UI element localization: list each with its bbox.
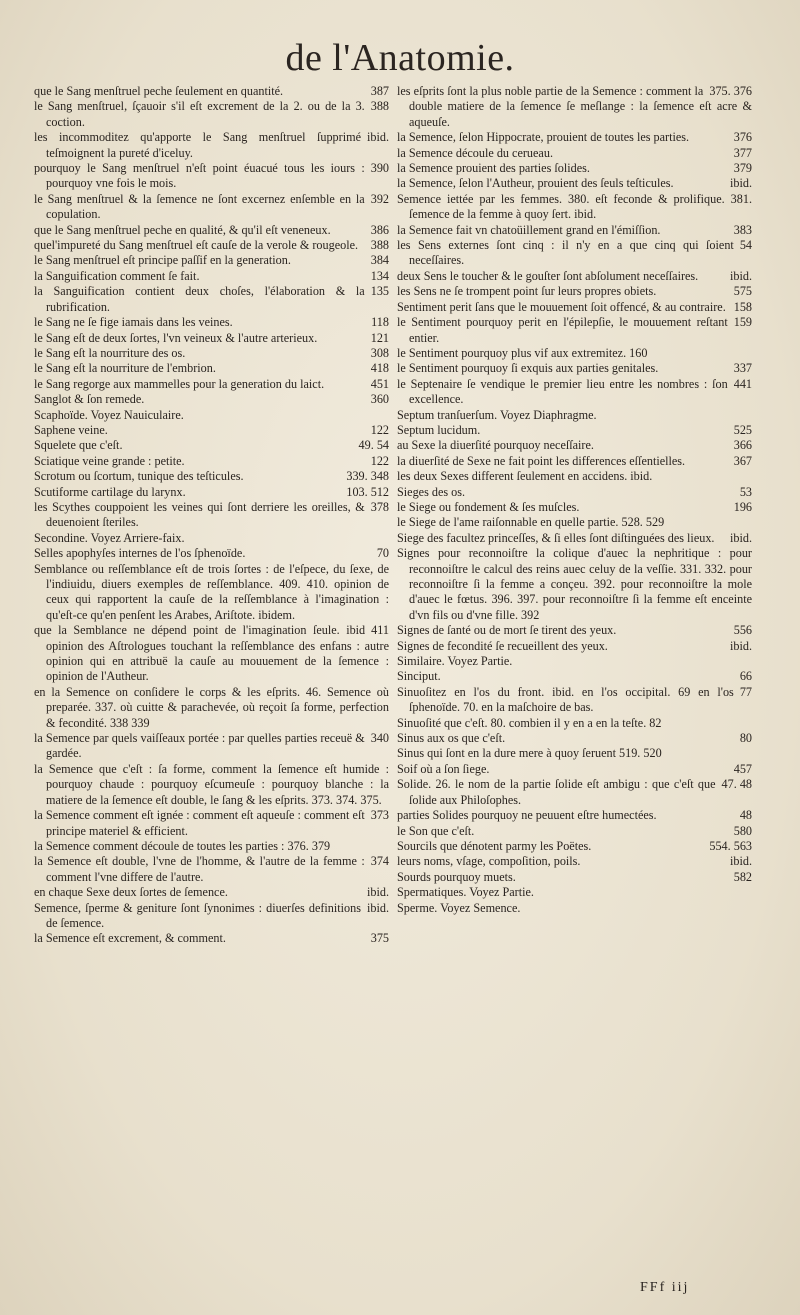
index-entry — [397, 423, 752, 438]
page-reference: 308 — [370, 345, 389, 360]
index-entry — [397, 408, 752, 423]
index-entry — [397, 485, 752, 500]
page-reference: 383 — [733, 222, 752, 237]
page-reference: 367 — [733, 453, 752, 468]
page-reference: 134 — [370, 268, 389, 283]
page-reference: 337 — [733, 361, 752, 376]
entry-text: Spermatiques. Voyez Partie. — [397, 885, 534, 900]
index-column-left — [34, 84, 389, 947]
index-entry — [397, 238, 752, 269]
index-entry — [34, 485, 389, 500]
index-entry — [397, 546, 752, 623]
page-reference: 374 — [370, 854, 389, 869]
entry-text: le Sang menſtruel & la ſemence ne ſont excernez enſemble en la copulation. — [34, 191, 365, 222]
index-entry — [397, 839, 752, 854]
entry-text: le Sang ne ſe fige iamais dans les veines. — [34, 315, 233, 330]
entry-text: la Semence comment eſt ignée : comment eſt aqueuſe : comment eſt principe materiel & efficient. — [34, 808, 365, 838]
page-reference: 580 — [733, 823, 752, 838]
index-entry — [34, 361, 389, 376]
entry-text: Siege des facultez princeſſes, & ſi elles ſont diſtinguées des lieux. — [397, 530, 715, 545]
page-reference: 441 — [733, 376, 752, 391]
index-entry — [34, 839, 389, 854]
index-entry — [397, 654, 752, 669]
index-entry — [397, 531, 752, 546]
index-entry — [397, 377, 752, 408]
index-entry — [397, 515, 752, 530]
page-reference: 390 — [370, 161, 389, 176]
page-reference: 47. 48 — [721, 777, 752, 792]
index-entry — [397, 84, 752, 130]
entry-text: Semence iettée par les femmes. 380. eſt feconde & prolifique. 381. ſemence de la femme à quoy ſert. ibid. — [397, 191, 752, 222]
page-reference: 411 — [371, 623, 389, 638]
page-reference: 77 — [739, 684, 752, 699]
entry-text: la Semence prouient des parties ſolides. — [397, 161, 590, 176]
entry-text: le Sang menſtruel, ſçauoir s'il eſt excrement de la 2. ou de la 3. coction. — [34, 99, 365, 129]
index-entry — [34, 854, 389, 885]
index-entry — [34, 762, 389, 808]
page-reference: ibid. — [729, 530, 752, 545]
entry-text: que le Sang menſtruel peche ſeulement en quantité. — [34, 84, 284, 98]
entry-text: la Semence, ſelon Hippocrate, prouient de toutes les parties. — [397, 130, 690, 145]
index-entry — [34, 731, 389, 762]
page-reference: 135 — [370, 284, 389, 299]
page-reference: 49. 54 — [358, 438, 389, 453]
page-reference: 582 — [733, 869, 752, 884]
index-entry — [397, 500, 752, 515]
entry-text: Sperme. Voyez Semence. — [397, 900, 521, 915]
page-reference: ibid. — [366, 130, 389, 145]
index-column-right — [397, 84, 752, 916]
entry-text: Secondine. Voyez Arriere-faix. — [34, 530, 185, 545]
entry-text: les incommoditez qu'apporte le Sang menſtruel ſupprimé teſmoignent la pureté d'iceluy. — [34, 130, 361, 160]
index-entry — [397, 130, 752, 145]
index-entry — [397, 669, 752, 684]
page-reference: 80 — [739, 731, 752, 746]
page-reference: ibid. — [366, 900, 389, 915]
index-entry — [34, 546, 389, 561]
entry-text: le Sentiment pourquoy ſi exquis aux parties genitales. — [397, 361, 659, 376]
index-entry — [397, 808, 752, 823]
entry-text: Semblance ou reſſemblance eſt de trois ſortes : de l'eſpece, du ſexe, de l'indiuidu, diuers exemples de reſſemblance. 409. 410. opinion de ceux qui rapportent la cauſe de la reſſemblance à l'imagination : qu'eſt-ce qu'en penſent les Arabes, Ariſtote. ibidem. — [34, 561, 389, 622]
index-entry — [34, 808, 389, 839]
index-entry — [397, 223, 752, 238]
index-entry — [397, 777, 752, 808]
entry-text: les Sens ne ſe trompent point ſur leurs propres obiets. — [397, 284, 657, 299]
entry-text: la Semence découle du cerueau. — [397, 145, 553, 160]
page-reference: 66 — [739, 669, 752, 684]
entry-text: le Siege ou fondement & ſes muſcles. — [397, 499, 580, 514]
index-entry — [34, 454, 389, 469]
page-reference: 122 — [370, 453, 389, 468]
index-entry — [34, 331, 389, 346]
index-entry — [34, 392, 389, 407]
index-entry — [397, 901, 752, 916]
entry-text: que le Sang menſtruel peche en qualité, & qu'il eſt veneneux. — [34, 222, 331, 237]
index-entry — [397, 284, 752, 299]
entry-text: Septum lucidum. — [397, 422, 481, 437]
entry-text: le Siege de l'ame raiſonnable en quelle partie. 528. 529 — [397, 515, 665, 530]
index-entry — [397, 716, 752, 731]
entry-text: Sinus aux os que c'eſt. — [397, 731, 506, 746]
entry-text: le Septenaire ſe vendique le premier lieu entre les nombres : ſon excellence. — [397, 376, 728, 407]
entry-text: le Sang regorge aux mammelles pour la generation du laict. — [34, 376, 325, 391]
entry-text: deux Sens le toucher & le gouſter ſont abſolument neceſſaires. — [397, 268, 699, 283]
index-entry — [34, 346, 389, 361]
page-reference: 378 — [370, 499, 389, 514]
entry-text: Sourcils que dénotent parmy les Poëtes. — [397, 838, 592, 853]
entry-text: Signes pour reconnoiſtre la colique d'auec la nephritique : pour reconnoiſtre le calcul des reins auec celuy de la veſſie. 331. 332. pour reconnoiſtre ſi la femme a conçeu. 392. pour reconnoiſtre la mole d'auec le fœtus. 396. 397. pour reconnoiſtre ſi la femme eſt enceinte d'vn fils ou d'vne fille. 392 — [397, 546, 752, 622]
entry-text: Signes de fecondité ſe recueillent des yeux. — [397, 638, 608, 653]
entry-text: Sinciput. — [397, 669, 441, 684]
index-entry — [34, 469, 389, 484]
entry-text: Similaire. Voyez Partie. — [397, 654, 513, 669]
entry-text: le Sang eſt de deux ſortes, l'vn veineux & l'autre arterieux. — [34, 330, 318, 345]
entry-text: la Semence eſt excrement, & comment. — [34, 931, 226, 946]
page-reference: 48 — [739, 808, 752, 823]
index-entry — [397, 824, 752, 839]
index-entry — [34, 500, 389, 531]
index-entry — [397, 885, 752, 900]
index-entry — [34, 438, 389, 453]
index-entry — [397, 870, 752, 885]
page-reference: 70 — [376, 546, 389, 561]
page-reference: ibid. — [729, 638, 752, 653]
entry-text: Saphene veine. — [34, 422, 108, 437]
page-reference: 375. 376 — [709, 84, 752, 98]
page-header: de l'Anatomie. — [285, 37, 515, 79]
page-reference: 340 — [370, 731, 389, 746]
page-reference: 556 — [733, 623, 752, 638]
page-reference: ibid. — [366, 885, 389, 900]
entry-text: en chaque Sexe deux ſortes de ſemence. — [34, 885, 228, 900]
index-entry — [397, 454, 752, 469]
entry-text: Scutiforme cartilage du larynx. — [34, 484, 186, 499]
page-reference: 392 — [370, 191, 389, 206]
index-entry — [34, 423, 389, 438]
page-reference: 388 — [370, 238, 389, 253]
index-entry — [34, 931, 389, 946]
entry-text: leurs noms, vſage, compoſition, poils. — [397, 854, 581, 869]
page-reference: ibid. — [729, 854, 752, 869]
index-entry — [397, 746, 752, 761]
entry-text: Selles apophyſes internes de l'os ſphenoïde. — [34, 546, 246, 561]
entry-text: le Sang eſt la nourriture des os. — [34, 345, 186, 360]
entry-text: Signes de ſanté ou de mort ſe tirent des yeux. — [397, 623, 617, 638]
entry-text: le Sentiment pourquoy perit en l'épilepſie, le mouuement reſtant entier. — [397, 315, 728, 345]
entry-text: parties Solides pourquoy ne peuuent eſtre humectées. — [397, 808, 657, 823]
index-entry — [397, 623, 752, 638]
entry-text: la diuerſité de Sexe ne fait point les differences eſſentielles. — [397, 453, 686, 468]
index-entry — [397, 854, 752, 869]
entry-text: les deux Sexes different ſeulement en accidens. ibid. — [397, 469, 653, 484]
page-reference: 158 — [733, 299, 752, 314]
page-reference: 575 — [733, 284, 752, 299]
page-reference: 375 — [370, 931, 389, 946]
index-entry — [397, 192, 752, 223]
entry-text: Sourds pourquoy muets. — [397, 869, 516, 884]
entry-text: Sieges des os. — [397, 484, 466, 499]
index-entry — [397, 361, 752, 376]
page-reference: ibid. — [729, 268, 752, 283]
entry-text: Sentiment perit ſans que le mouuement ſoit offencé, & au contraire. — [397, 299, 726, 314]
entry-text: les Sens externes ſont cinq : il n'y en a que cinq qui ſoient neceſſaires. — [397, 238, 734, 268]
index-entry — [397, 315, 752, 346]
page-reference: 159 — [733, 315, 752, 330]
page-reference: 457 — [733, 761, 752, 776]
entry-text: la Semence comment découle de toutes les parties : 376. 379 — [34, 838, 331, 853]
index-entry — [397, 762, 752, 777]
page-reference: 360 — [370, 392, 389, 407]
page-reference: 386 — [370, 222, 389, 237]
page-reference: 418 — [370, 361, 389, 376]
entry-text: Sanglot & ſon remede. — [34, 392, 145, 407]
index-entry — [34, 408, 389, 423]
index-entry — [397, 639, 752, 654]
entry-text: Scaphoïde. Voyez Nauiculaire. — [34, 407, 184, 422]
page-reference: 451 — [370, 376, 389, 391]
entry-text: Semence, ſperme & geniture ſont ſynonimes : diuerſes definitions de ſemence. — [34, 900, 361, 930]
entry-text: la Sanguification contient deux choſes, l'élaboration & la rubrification. — [34, 284, 365, 314]
page-reference: 388 — [370, 99, 389, 114]
index-entry — [397, 300, 752, 315]
entry-text: Sinuoſitez en l'os du front. ibid. en l'os occipital. 69 en l'os ſphenoïde. 70. en la maſchoire de bas. — [397, 684, 734, 715]
entry-text: la Semence par quels vaiſſeaux portée : par quelles parties receuë & gardée. — [34, 731, 365, 761]
index-entry — [397, 176, 752, 191]
entry-text: les eſprits ſont la plus noble partie de la Semence : comment la double matiere de la ſemence ſe meſlange : la ſemence eſt acre & aqueuſe. — [397, 84, 752, 129]
entry-text: la Semence que c'eſt : ſa forme, comment la ſemence eſt humide : pourquoy chaude : pourquoy eſcumeuſe : pourquoy blanche : la matiere de la ſemence eſt double, le ſang & les eſprits. 373. 374. 375. — [34, 761, 389, 807]
index-entry — [34, 99, 389, 130]
page-reference: 53 — [739, 484, 752, 499]
page-reference: 118 — [371, 315, 389, 330]
index-entry — [397, 346, 752, 361]
index-entry — [397, 438, 752, 453]
entry-text: la Semence, ſelon l'Autheur, prouient des ſeuls teſticules. — [397, 176, 674, 191]
index-entry — [34, 253, 389, 268]
index-entry — [34, 885, 389, 900]
index-entry — [34, 623, 389, 685]
page-reference: 387 — [370, 84, 389, 98]
page-reference: 384 — [370, 253, 389, 268]
page-reference: 376 — [733, 130, 752, 145]
entry-text: la Semence eſt double, l'vne de l'homme, & l'autre de la femme : comment l'vne differe de l'autre. — [34, 854, 365, 884]
page-reference: 122 — [370, 422, 389, 437]
entry-text: au Sexe la diuerſité pourquoy neceſſaire. — [397, 438, 594, 453]
page-reference: 103. 512 — [346, 484, 389, 499]
index-entry — [34, 223, 389, 238]
entry-text: Sinuoſité que c'eſt. 80. combien il y en a en la teſte. 82 — [397, 715, 662, 730]
page-reference: 554. 563 — [709, 838, 752, 853]
page-reference: 377 — [733, 145, 752, 160]
entry-text: Sciatique veine grande : petite. — [34, 453, 185, 468]
page-reference: ibid. — [729, 176, 752, 191]
entry-text: le Sang menſtruel eſt principe paſſif en la generation. — [34, 253, 291, 268]
index-entry — [397, 269, 752, 284]
page-reference: 121 — [370, 330, 389, 345]
index-entry — [34, 562, 389, 624]
entry-text: Solide. 26. le nom de la partie ſolide eſt ambigu : que c'eſt que ſolide aux Philoſophes. — [397, 777, 716, 807]
entry-text: en la Semence on conſidere le corps & les eſprits. 46. Semence où preparée. 337. où cuitte & parachevée, où reçoit ſa forme, perfection & fecondité. 338 339 — [34, 684, 389, 730]
page-reference: 379 — [733, 161, 752, 176]
index-entry — [397, 685, 752, 716]
index-entry — [34, 269, 389, 284]
entry-text: le Son que c'eſt. — [397, 823, 475, 838]
page-reference: 373 — [370, 808, 389, 823]
index-entry — [34, 238, 389, 253]
index-entry — [34, 192, 389, 223]
page-reference: 366 — [733, 438, 752, 453]
entry-text: les Scythes couppoient les veines qui ſont derriere les oreilles, & deuenoient ſteriles. — [34, 499, 365, 530]
index-entry — [397, 146, 752, 161]
entry-text: Sinus qui ſont en la dure mere à quoy ſeruent 519. 520 — [397, 746, 662, 761]
signature-mark: FFf iij — [640, 1280, 690, 1295]
entry-text: le Sang eſt la nourriture de l'embrion. — [34, 361, 216, 376]
index-entry — [34, 284, 389, 315]
entry-text: le Sentiment pourquoy plus vif aux extremitez. 160 — [397, 345, 648, 360]
index-entry — [34, 130, 389, 161]
index-entry — [397, 731, 752, 746]
entry-text: quel'impureté du Sang menſtruel eſt cauſe de la verole & rougeole. — [34, 238, 359, 253]
page-reference: 196 — [733, 499, 752, 514]
page-reference: 339. 348 — [346, 469, 389, 484]
index-entry — [397, 161, 752, 176]
index-entry — [34, 901, 389, 932]
index-entry — [34, 161, 389, 192]
index-entry — [34, 531, 389, 546]
index-entry — [34, 84, 389, 99]
index-entry — [34, 377, 389, 392]
entry-text: pourquoy le Sang menſtruel n'eſt point éuacué tous les iours : pourquoy vne fois le mois. — [34, 161, 365, 191]
entry-text: Soif où a ſon ſiege. — [397, 761, 490, 776]
entry-text: Septum tranſuerſum. Voyez Diaphragme. — [397, 407, 597, 422]
entry-text: Scrotum ou ſcortum, tunique des teſticules. — [34, 469, 244, 484]
index-entry — [397, 469, 752, 484]
entry-text: la Semence fait vn chatoüillement grand en l'émiſſion. — [397, 222, 661, 237]
index-entry — [34, 685, 389, 731]
index-entry — [34, 315, 389, 330]
entry-text: que la Semblance ne dépend point de l'imagination ſeule. ibid opinion des Aſtrologues touchant la reſſemblance des enfans : autre opinion qui en attribuë la cauſe au mouuement de la ſemence : opinion de l'Autheur. — [34, 623, 389, 684]
entry-text: Squelete que c'eſt. — [34, 438, 123, 453]
entry-text: la Sanguification comment ſe fait. — [34, 268, 200, 283]
page-reference: 54 — [739, 238, 752, 253]
page-reference: 525 — [733, 422, 752, 437]
